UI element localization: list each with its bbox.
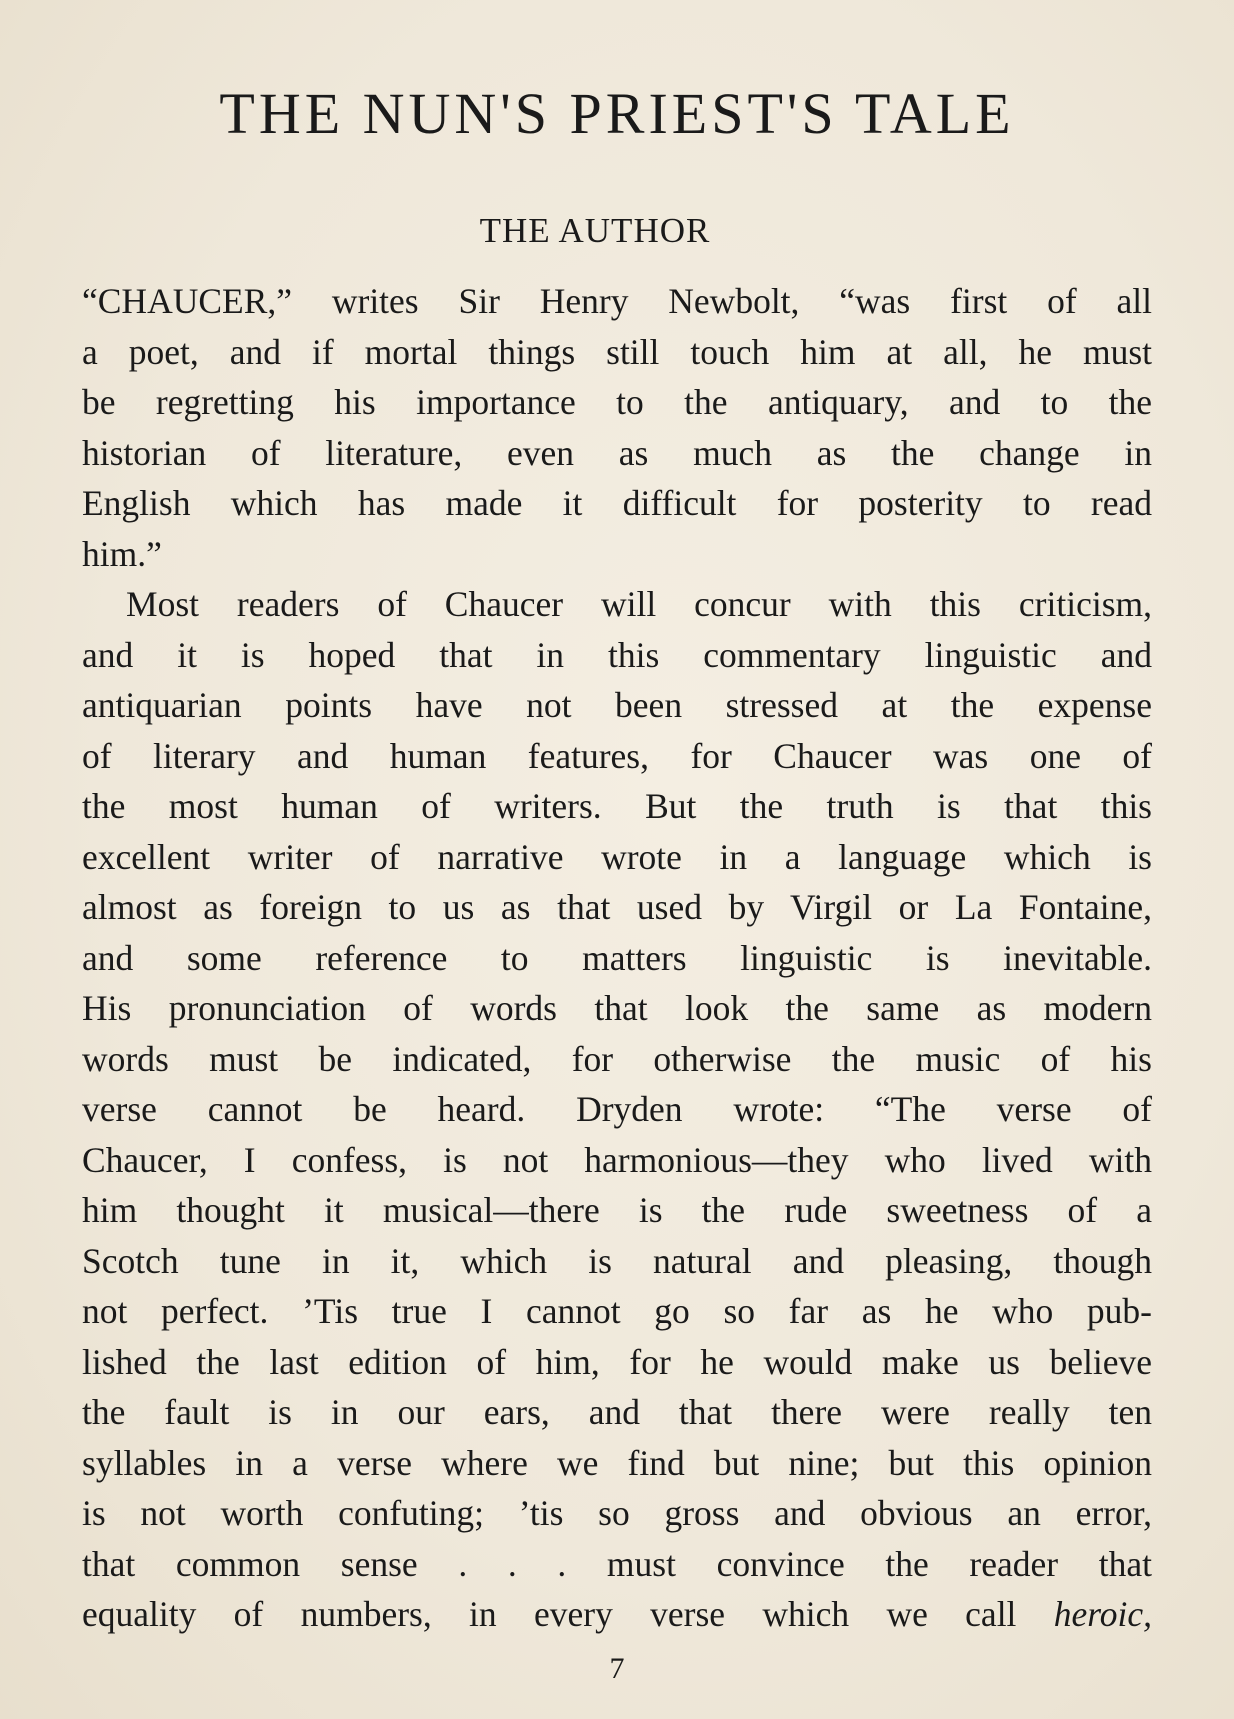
text-line: syllables in a verse where we find but nine; but this opinion (82, 1442, 1152, 1483)
text-line: “CHAUCER,” writes Sir Henry Newbolt, “was first of all (82, 281, 1152, 321)
text-line: verse cannot be heard. Dryden wrote: “The verse of (82, 1089, 1152, 1129)
paragraph-2 (82, 579, 1152, 1640)
text-line: Most readers of Chaucer will concur with this criticism, (126, 584, 1152, 624)
text-line: and some reference to matters linguistic is inevitable. (82, 937, 1152, 978)
text-line: antiquarian points have not been stressed at the expense (82, 685, 1152, 725)
italic-word: heroic, (1053, 1594, 1152, 1634)
text-line: him.” (82, 533, 162, 574)
text-line-final (82, 1589, 1152, 1640)
text-line: Scotch tune in it, which is natural and pleasing, though (82, 1240, 1152, 1281)
text-line: English which has made it difficult for posterity to read (82, 483, 1152, 523)
text-line: the fault is in our ears, and that there were really ten (82, 1392, 1152, 1432)
text-line: His pronunciation of words that look the same as modern (82, 988, 1152, 1028)
paragraph-1 (82, 276, 1152, 579)
text-line: lished the last edition of him, for he would make us believe (82, 1341, 1152, 1382)
body-text (82, 276, 1152, 1640)
text-line: of literary and human features, for Chaucer was one of (82, 735, 1152, 776)
text-line: almost as foreign to us as that used by Virgil or La Fontaine, (82, 887, 1152, 927)
text-line: historian of literature, even as much as the change in (82, 432, 1152, 473)
text-line-final-start: equality of numbers, in every verse which we call (82, 1594, 1017, 1634)
text-line: that common sense . . . must convince the reader that (82, 1543, 1152, 1584)
section-heading: THE AUTHOR (479, 211, 711, 250)
text-line: a poet, and if mortal things still touch him at all, he must (82, 331, 1152, 372)
page-number: 7 (609, 1652, 625, 1685)
text-line: the most human of writers. But the truth is that this (82, 786, 1152, 826)
text-line: is not worth confuting; ’tis so gross and obvious an error, (82, 1493, 1152, 1533)
text-line: him thought it musical—there is the rude sweetness of a (82, 1190, 1152, 1230)
text-line: and it is hoped that in this commentary linguistic and (82, 634, 1152, 675)
text-line: Chaucer, I confess, is not harmonious—they who lived with (82, 1139, 1152, 1180)
text-line: words must be indicated, for otherwise the music of his (82, 1038, 1152, 1079)
text-line: be regretting his importance to the antiquary, and to the (82, 382, 1152, 422)
text-line: excellent writer of narrative wrote in a language which is (82, 836, 1152, 877)
text-line: not perfect. ’Tis true I cannot go so far as he who pub- (82, 1291, 1152, 1331)
chapter-title: THE NUN'S PRIEST'S TALE (219, 81, 1015, 146)
